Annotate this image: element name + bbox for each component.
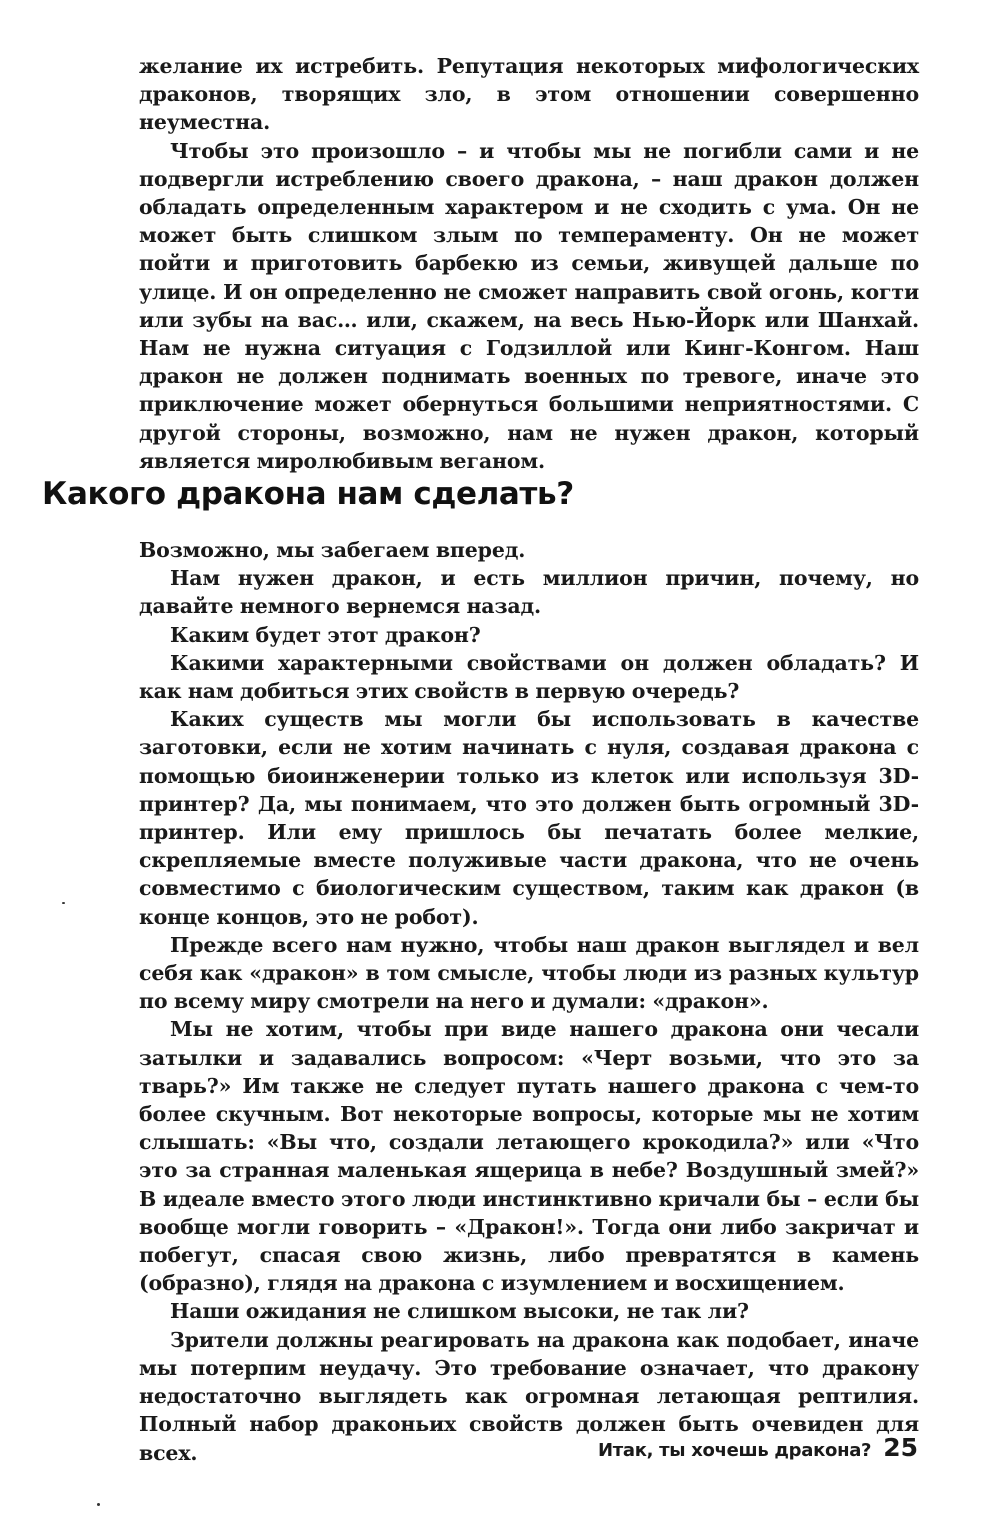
scan-speck	[62, 902, 65, 904]
top-text-block	[139, 52, 919, 475]
paragraph: Каких существ мы могли бы использовать в качестве заготовки, если не хотим начинать с нуля, создавая дракона с помощью биоинженерии только из клеток или используя 3D-принтер? Да, мы понимаем, что это должен быть огромный 3D-принтер. Или ему пришлось бы печатать более мелкие, скрепляемые вместе полуживые части дракона, что не очень совместимо с биологическим существом, таким как дракон (в конце концов, это не робот).	[139, 707, 919, 929]
section-text-block	[139, 536, 919, 1467]
paragraph: Прежде всего нам нужно, чтобы наш дракон выглядел и вел себя как «дракон» в том смысле, чтобы люди из разных культур по всему миру смотрели на него и думали: «дракон».	[139, 932, 919, 1014]
paragraph: Какими характерными свойствами он должен обладать? И как нам добиться этих свойств в первую очередь?	[139, 650, 919, 704]
paragraph: желание их истребить. Репутация некоторых мифологических драконов, творящих зло, в этом отношении совершенно неуместна.	[139, 54, 919, 135]
paragraph: Нам нужен дракон, и есть миллион причин, почему, но давайте немного вернемся назад.	[139, 566, 919, 619]
paragraph: Чтобы это произошло – и чтобы мы не погибли сами и не подвергли истреблению своего дракона, – наш дракон должен обладать определенным характером и не сходить с ума. Он не может быть слишком злым по темпераменту. Он не может пойти и приготовить барбекю из семьи, живущей дальше по улице. И он определенно не сможет направить свой огонь, когти или зубы на вас… или, скажем, на весь Нью-Йорк или Шанхай. Нам не нужна ситуация с Годзиллой или Кинг-Конгом. Наш дракон не должен поднимать военных по тревоге, иначе это приключение может обернуться большими неприятностями. С другой стороны, возможно, нам не нужен дракон, который является миролюбивым веганом.	[139, 138, 919, 473]
page-number: 25	[883, 1433, 918, 1462]
paragraph: Возможно, мы забегаем вперед.	[139, 538, 526, 562]
paragraph: Наши ожидания не слишком высоки, не так ли?	[170, 1299, 749, 1324]
running-title: Итак, ты хочешь дракона?	[597, 1440, 872, 1461]
paragraph: Мы не хотим, чтобы при виде нашего дракона они чесали затылки и задавались вопросом: «Черт возьми, что это за тварь?» Им также не следует путать нашего дракона с чем-то более скучным. Вот некоторые вопросы, которые мы не хотим слышать: «Вы что, создали летающего крокодила?» или «Что это за странная маленькая ящерица в небе? Воздушный змей?» В идеале вместо этого люди инстинктивно кричали бы – если бы вообще могли говорить – «Дракон!». Тогда они либо закричат и побегут, спасая свою жизнь, либо превратятся в камень (образно), глядя на дракона с изумлением и восхищением.	[139, 1017, 919, 1296]
scan-speck	[97, 1503, 100, 1506]
paragraph: Каким будет этот дракон?	[170, 622, 481, 647]
page-footer	[598, 1433, 918, 1462]
paragraph: Зрители должны реагировать на дракона как подобает, иначе мы потерпим неудачу. Это требование означает, что дракону недостаточно выглядеть как огромная летающая рептилия. Полный набор драконьих свойств должен быть очевиден для всех.	[139, 1327, 919, 1465]
section-heading: Какого дракона нам сделать?	[42, 476, 574, 512]
